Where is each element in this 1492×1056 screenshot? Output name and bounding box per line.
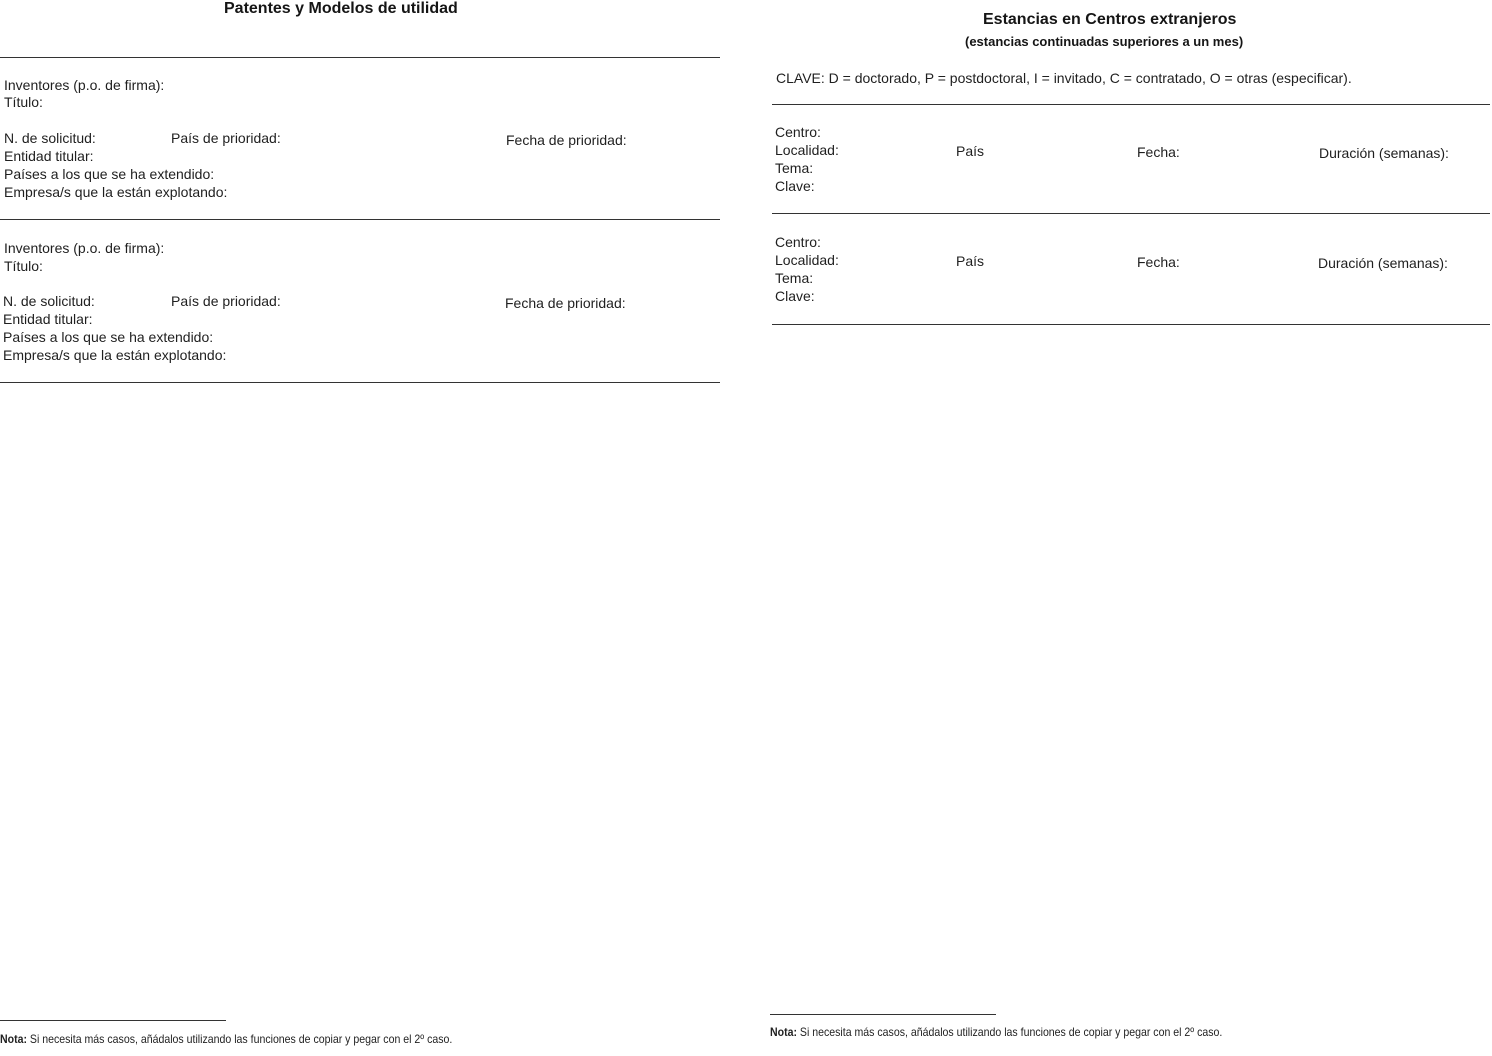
paises-label: Países a los que se ha extendido: [4,166,215,182]
pais-label: País [956,253,985,269]
right-page-title: Estancias en Centros extranjeros [983,11,1237,28]
left-divider-bottom [0,382,720,383]
left-divider-top [0,57,720,58]
localidad-label: Localidad: [775,142,839,158]
localidad-label: Localidad: [775,252,839,268]
empresas-label: Empresa/s que la están explotando: [4,184,228,200]
left-footnote [0,1032,452,1046]
pais-prioridad-label: País de prioridad: [171,293,281,309]
fecha-prioridad-label: Fecha de prioridad: [506,132,627,148]
clave-label: Clave: [775,288,815,304]
centro-label: Centro: [775,124,821,140]
paises-label: Países a los que se ha extendido: [3,329,214,345]
tema-label: Tema: [775,160,814,176]
fecha-prioridad-label: Fecha de prioridad: [505,295,626,311]
clave-label: Clave: [775,178,815,194]
titulo-label: Título: [4,258,43,274]
note-text: Si necesita más casos, añádalos utilizando las funciones de copiar y pegar con el 2º caso. [796,1025,1223,1039]
right-divider-top [772,104,1490,105]
right-divider-middle [772,213,1490,214]
centro-label: Centro: [775,234,821,250]
solicitud-label: N. de solicitud: [3,293,95,309]
note-text: Si necesita más casos, añádalos utilizando las funciones de copiar y pegar con el 2º caso. [26,1032,453,1046]
tema-label: Tema: [775,270,814,286]
right-divider-bottom [772,324,1490,325]
left-footnote-rule [0,1020,226,1021]
pais-prioridad-label: País de prioridad: [171,130,281,146]
solicitud-label: N. de solicitud: [4,130,96,146]
fecha-label: Fecha: [1137,254,1180,270]
clave-legend: CLAVE: D = doctorado, P = postdoctoral, I = invitado, C = contratado, O = otras (especificar). [776,70,1352,86]
entidad-label: Entidad titular: [4,148,94,164]
right-footnote [770,1025,1222,1039]
titulo-label: Título: [4,94,43,110]
duracion-label: Duración (semanas): [1318,255,1448,271]
entidad-label: Entidad titular: [3,311,93,327]
note-label: Nota: [770,1025,797,1039]
fecha-label: Fecha: [1137,144,1180,160]
inventores-label: Inventores (p.o. de firma): [4,77,165,93]
duracion-label: Duración (semanas): [1319,145,1449,161]
right-footnote-rule [770,1014,996,1015]
pais-label: País [956,143,985,159]
inventores-label: Inventores (p.o. de firma): [4,240,165,256]
empresas-label: Empresa/s que la están explotando: [3,347,227,363]
left-divider-middle [0,219,720,220]
note-label: Nota: [0,1032,27,1046]
right-page-subtitle: (estancias continuadas superiores a un mes) [965,34,1244,49]
left-page-title: Patentes y Modelos de utilidad [224,0,458,17]
